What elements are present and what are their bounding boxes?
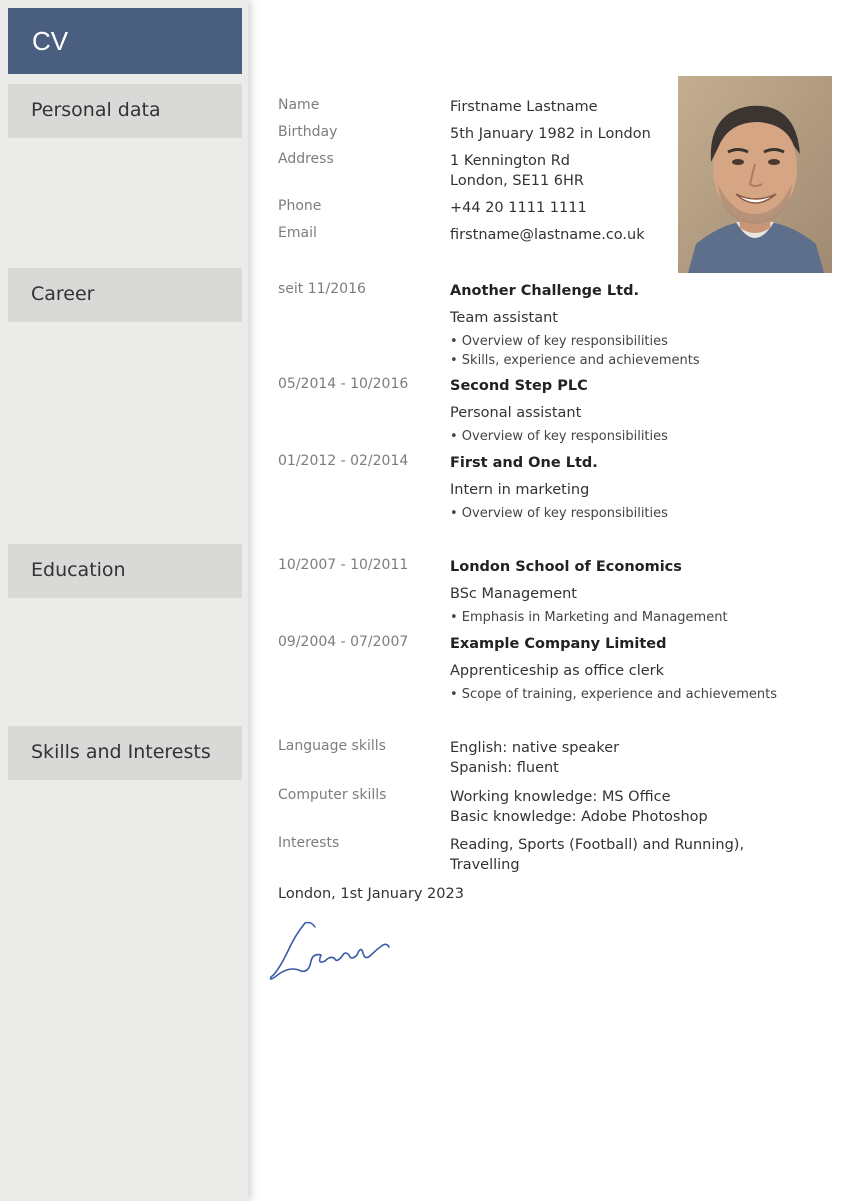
career-role: Intern in marketing [450, 482, 590, 498]
computer-line2: Basic knowledge: Adobe Photoshop [450, 809, 708, 825]
education-institution: London School of Economics [450, 559, 682, 575]
career-bullet: • Skills, experience and achievements [450, 353, 700, 368]
section-career: Career [8, 268, 242, 322]
computer-skills-label: Computer skills [278, 787, 387, 803]
education-bullet: • Scope of training, experience and achievements [450, 687, 778, 702]
section-skills-interests: Skills and Interests [8, 726, 242, 780]
career-company: First and One Ltd. [450, 455, 598, 471]
education-period: 10/2007 - 10/2011 [278, 557, 409, 573]
address-line1: 1 Kennington Rd [450, 153, 570, 169]
language-skills-label: Language skills [278, 738, 386, 754]
phone-label: Phone [278, 198, 322, 214]
email-label: Email [278, 225, 317, 241]
education-degree: BSc Management [450, 586, 577, 602]
phone-value: +44 20 1111 1111 [450, 200, 587, 216]
career-bullet: • Overview of key responsibilities [450, 334, 668, 349]
education-bullet: • Emphasis in Marketing and Management [450, 610, 728, 625]
career-bullet: • Overview of key responsibilities [450, 506, 668, 521]
career-role: Team assistant [450, 310, 558, 326]
section-personal-data: Personal data [8, 84, 242, 138]
career-period: 05/2014 - 10/2016 [278, 376, 409, 392]
cv-title: CV [8, 8, 242, 74]
place-date: London, 1st January 2023 [278, 886, 464, 902]
career-period: 01/2012 - 02/2014 [278, 453, 409, 469]
signature-image [265, 915, 395, 983]
name-value: Firstname Lastname [450, 99, 598, 115]
email-value: firstname@lastname.co.uk [450, 227, 645, 243]
career-company: Another Challenge Ltd. [450, 283, 639, 299]
address-label: Address [278, 151, 334, 167]
education-period: 09/2004 - 07/2007 [278, 634, 409, 650]
birthday-value: 5th January 1982 in London [450, 126, 651, 142]
name-label: Name [278, 97, 320, 113]
sidebar [0, 0, 248, 1201]
profile-photo [678, 76, 832, 273]
interests-label: Interests [278, 835, 340, 851]
career-role: Personal assistant [450, 405, 582, 421]
computer-line1: Working knowledge: MS Office [450, 789, 671, 805]
career-period: seit 11/2016 [278, 281, 366, 297]
education-institution: Example Company Limited [450, 636, 667, 652]
language-line1: English: native speaker [450, 740, 620, 756]
career-bullet: • Overview of key responsibilities [450, 429, 668, 444]
section-education: Education [8, 544, 242, 598]
interests-value: Reading, Sports (Football) and Running), Travelling [450, 837, 745, 873]
education-degree: Apprenticeship as office clerk [450, 663, 664, 679]
language-line2: Spanish: fluent [450, 760, 559, 776]
career-company: Second Step PLC [450, 378, 588, 394]
address-line2: London, SE11 6HR [450, 173, 584, 189]
birthday-label: Birthday [278, 124, 338, 140]
